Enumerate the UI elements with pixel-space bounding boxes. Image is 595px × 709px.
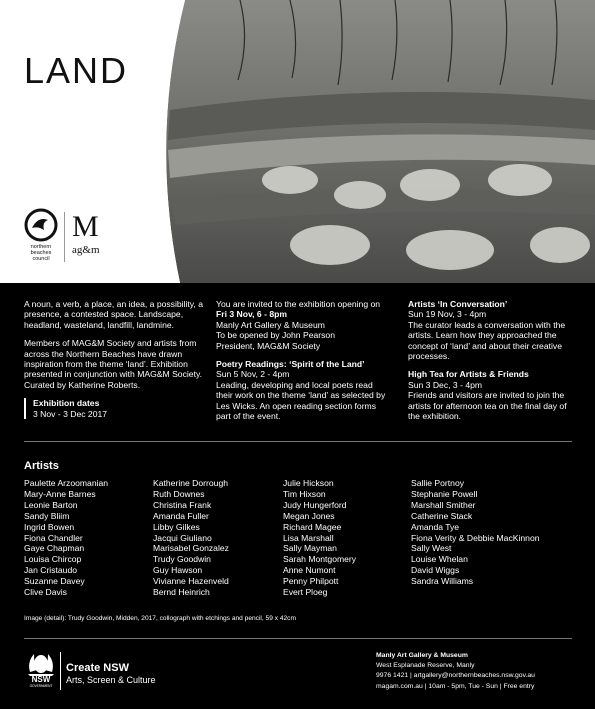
nsw-government-logo: [24, 650, 58, 690]
artist-name: Marisabel Gonzalez: [153, 543, 229, 554]
conversation-when: Sun 19 Nov, 3 - 4pm: [408, 309, 487, 320]
artists-column-1: [24, 478, 108, 598]
opening-lead: You are invited to the exhibition opening on: [216, 299, 381, 309]
artist-name: Paulette Arzoomanian: [24, 478, 109, 488]
venue-details: [376, 651, 576, 692]
artist-name: Clive Davis: [24, 587, 67, 598]
artist-name: Libby Gilkes: [153, 521, 200, 532]
council-line-3: council: [32, 256, 50, 262]
artist-name: Amanda Tye: [411, 521, 460, 532]
artist-name: Bernd Heinrich: [153, 587, 210, 598]
northern-beaches-council-logo: [20, 208, 62, 266]
nsw-text: NSW: [31, 675, 51, 684]
hero: [0, 0, 595, 283]
artist-name: Fiona Verity & Debbie MacKinnon: [411, 532, 540, 543]
artist-name: Katherine Dorrough: [153, 478, 229, 488]
artist-name: Anne Numont: [283, 565, 336, 576]
poetry-text: Leading, developing and local poets read their work on the theme ‘land’ as selected by Les Wicks. An open reading section forms part of the event.: [216, 379, 386, 422]
artist-name: Julie Hickson: [283, 478, 334, 488]
artist-name: Tim Hixson: [283, 488, 326, 499]
artist-name: Sandy Bliim: [24, 510, 70, 521]
divider-top: [24, 441, 572, 442]
artist-name: Trudy Goodwin: [153, 554, 211, 565]
artist-name: Richard Magee: [283, 521, 342, 532]
poetry-when: Sun 5 Nov, 2 - 4pm: [216, 369, 290, 380]
artist-name: Louise Whelan: [411, 554, 468, 565]
artist-name: Jan Cristaudo: [24, 565, 78, 576]
artist-name: Ruth Downes: [153, 488, 205, 499]
opened-by: To be opened by John Pearson: [216, 330, 335, 341]
artist-name: Amanda Fuller: [153, 510, 209, 521]
nsw-sub: GOVERNMENT: [29, 684, 53, 688]
high-tea-when: Sun 3 Dec, 3 - 4pm: [408, 379, 483, 390]
artist-name: Penny Philpott: [283, 576, 339, 587]
poetry-title: Poetry Readings: ‘Spirit of the Land’: [216, 359, 365, 370]
venue-name: Manly Art Gallery & Museum: [376, 652, 468, 659]
artist-name: Mary-Anne Barnes: [24, 488, 96, 499]
create-nsw-sub: Arts, Screen & Culture: [66, 675, 156, 685]
artists-column-4: [411, 478, 540, 587]
venue-contact: 9976 1421 | artgallery@northernbeaches.nsw.gov.au: [376, 672, 535, 680]
artist-name: Leonie Barton: [24, 499, 78, 510]
opening-venue: Manly Art Gallery & Museum: [216, 319, 325, 330]
events-column: [408, 299, 578, 429]
create-nsw-title: Create NSW: [66, 662, 129, 674]
dates-label: Exhibition dates: [33, 398, 100, 409]
magm-logo: [72, 212, 102, 262]
artist-name: Sandra Williams: [411, 576, 474, 587]
logo-divider: [64, 212, 65, 262]
artists-heading: Artists: [24, 460, 59, 472]
artist-name: Sarah Montgomery: [283, 554, 357, 565]
divider-bottom: [24, 638, 572, 639]
council-line-2: beaches: [30, 250, 52, 256]
artist-name: Sally West: [411, 543, 452, 554]
artists-column-3: [283, 478, 356, 598]
artist-name: Marshall Smither: [411, 499, 476, 510]
wave-icon: [24, 208, 58, 242]
opening-when: Fri 3 Nov, 6 - 8pm: [216, 309, 287, 320]
create-nsw-logo: [66, 662, 156, 687]
magm-letter: M: [72, 210, 99, 243]
artist-name: Sally Mayman: [283, 543, 337, 554]
artist-name: Jacqui Giuliano: [153, 532, 212, 543]
artist-name: Louisa Chircop: [24, 554, 82, 565]
artist-name: Fiona Chandler: [24, 532, 83, 543]
artist-name: Megan Jones: [283, 510, 335, 521]
artists-column-2: [153, 478, 229, 598]
intro-para-2: Members of MAG&M Society and artists from across the Northern Beaches have drawn inspiration from the theme ‘land’. Exhibition presented in conjunction with MAG&M Society. Curated by Katherine Roberts.: [24, 338, 203, 390]
exhibition-title: LAND: [24, 50, 129, 91]
intro-para-1: A noun, a verb, a place, an idea, a possibility, a presence, a contested space. Landscape, headland, wasteland, landfill, landmine.: [24, 299, 203, 330]
conversation-text: The curator leads a conversation with the artists. Learn how they approached the concept of ‘land’ and about their creative processes.: [408, 319, 566, 362]
artist-name: Guy Hawson: [153, 565, 203, 576]
high-tea-text: Friends and visitors are invited to join the artists for afternoon tea on the final day of the exhibition.: [408, 390, 567, 422]
opened-by-role: President, MAG&M Society: [216, 340, 321, 351]
artist-name: David Wiggs: [411, 565, 460, 576]
artist-name: Christina Frank: [153, 499, 212, 510]
artist-name: Vivianne Hazenveld: [153, 576, 229, 587]
waratah-icon: [24, 650, 58, 676]
exhibition-dates: [24, 398, 212, 419]
dates-value: 3 Nov - 3 Dec 2017: [33, 408, 108, 419]
artist-name: Gaye Chapman: [24, 543, 85, 554]
artist-name: Judy Hungerford: [283, 499, 347, 510]
artist-name: Lisa Marshall: [283, 532, 334, 543]
footer-divider: [60, 652, 61, 690]
artist-name: Ingrid Bowen: [24, 521, 75, 532]
conversation-title: Artists ‘In Conversation’: [408, 299, 508, 309]
venue-address: West Esplanade Reserve, Manly: [376, 662, 475, 670]
artist-name: Evert Ploeg: [283, 587, 328, 598]
council-line-1: northern: [30, 244, 52, 250]
opening-column: [216, 299, 390, 429]
artist-name: Sallie Portnoy: [411, 478, 465, 488]
high-tea-title: High Tea for Artists & Friends: [408, 369, 529, 380]
image-credit: Image (detail): Trudy Goodwin, Midden, 2017, collograph with etchings and pencil, 59 x 42cm: [24, 615, 296, 622]
artist-name: Stephanie Powell: [411, 488, 478, 499]
artist-name: Suzanne Davey: [24, 576, 85, 587]
venue-hours: magam.com.au | 10am - 5pm, Tue - Sun | Free entry: [376, 682, 535, 690]
artist-name: Catherine Stack: [411, 510, 473, 521]
magm-sub: ag&m: [72, 244, 100, 256]
intro-column: [24, 299, 212, 419]
